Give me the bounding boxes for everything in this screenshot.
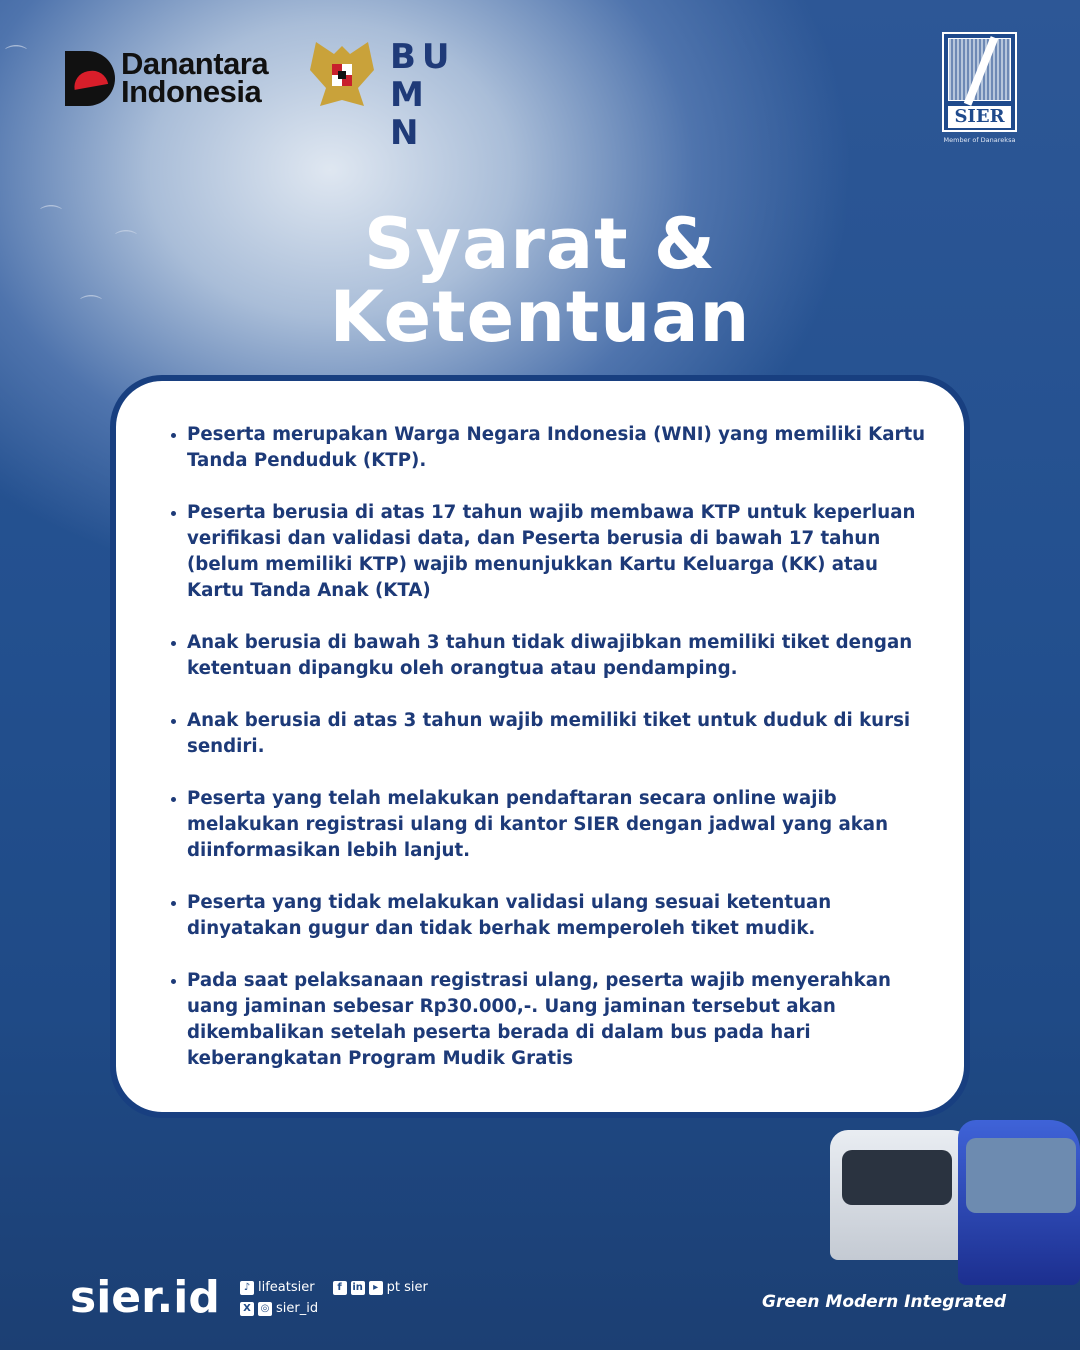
x-instagram-handle: sier_id bbox=[276, 1301, 319, 1316]
list-item: Peserta yang tidak melakukan validasi ulang sesuai ketentuan dinyatakan gugur dan tidak berhak memperoleh tiket mudik. bbox=[187, 890, 932, 942]
list-item: Peserta yang telah melakukan pendaftaran secara online wajib melakukan registrasi ulang di kantor SIER dengan jadwal yang akan diinformasikan lebih lanjut. bbox=[187, 786, 932, 864]
blue-bus-image bbox=[958, 1120, 1080, 1285]
bird-decoration: ⌒ bbox=[115, 230, 138, 255]
sier-logo bbox=[942, 32, 1017, 132]
linkedin-icon[interactable]: in bbox=[352, 1281, 363, 1293]
danantara-mark-icon bbox=[65, 51, 115, 106]
sier-logo-text: SIER bbox=[948, 106, 1011, 128]
facebook-icon[interactable]: f bbox=[333, 1281, 347, 1295]
list-item: Anak berusia di bawah 3 tahun tidak diwajibkan memiliki tiket dengan ketentuan dipangku oleh orangtua atau pendamping. bbox=[187, 630, 932, 682]
requirements-card bbox=[110, 375, 970, 1118]
danantara-text: Indonesia bbox=[121, 74, 262, 109]
danantara-text: Danantara bbox=[121, 46, 269, 81]
social-row bbox=[240, 1301, 318, 1316]
social-row bbox=[240, 1280, 428, 1295]
tiktok-icon[interactable]: ♪ bbox=[240, 1281, 254, 1295]
garuda-emblem-icon bbox=[306, 40, 378, 114]
youtube-icon[interactable]: ▸ bbox=[369, 1281, 383, 1295]
tagline: Green Modern Integrated bbox=[762, 1292, 1007, 1312]
page-title: Syarat & Ketentuan bbox=[329, 203, 751, 358]
list-item: Pada saat pelaksanaan registrasi ulang, peserta wajib menyerahkan uang jaminan sebesar Rp30.000,-. Uang jaminan tersebut akan dikembalikan setelah peserta berada di dalam bus pada hari keberangkatan Program Mudik Gratis bbox=[187, 968, 932, 1072]
company-handle: pt sier bbox=[386, 1280, 428, 1295]
website-label[interactable]: sier.id bbox=[70, 1272, 220, 1323]
x-icon[interactable]: X bbox=[240, 1302, 254, 1316]
bird-decoration: ⌒ bbox=[5, 45, 28, 70]
instagram-icon[interactable]: ◎ bbox=[258, 1302, 272, 1316]
bumn-logo: BUMN bbox=[390, 37, 456, 153]
list-item: Peserta berusia di atas 17 tahun wajib membawa KTP untuk keperluan verifikasi dan validasi data, dan Peserta berusia di bawah 17 tahun (belum memiliki KTP) wajib menunjukkan Kartu Keluarga (KK) atau Kartu Tanda Anak (KTA) bbox=[187, 500, 932, 604]
list-item: Peserta merupakan Warga Negara Indonesia (WNI) yang memiliki Kartu Tanda Penduduk (KTP). bbox=[187, 422, 932, 474]
bird-decoration: ⌒ bbox=[40, 205, 63, 230]
list-item: Anak berusia di atas 3 tahun wajib memiliki tiket untuk duduk di kursi sendiri. bbox=[187, 708, 932, 760]
tiktok-handle: lifeatsier bbox=[258, 1280, 315, 1295]
danantara-logo bbox=[65, 46, 269, 109]
bird-decoration: ⌒ bbox=[80, 295, 103, 320]
requirements-list bbox=[187, 422, 932, 1098]
member-of-text: Member of Danareksa bbox=[943, 136, 1016, 144]
